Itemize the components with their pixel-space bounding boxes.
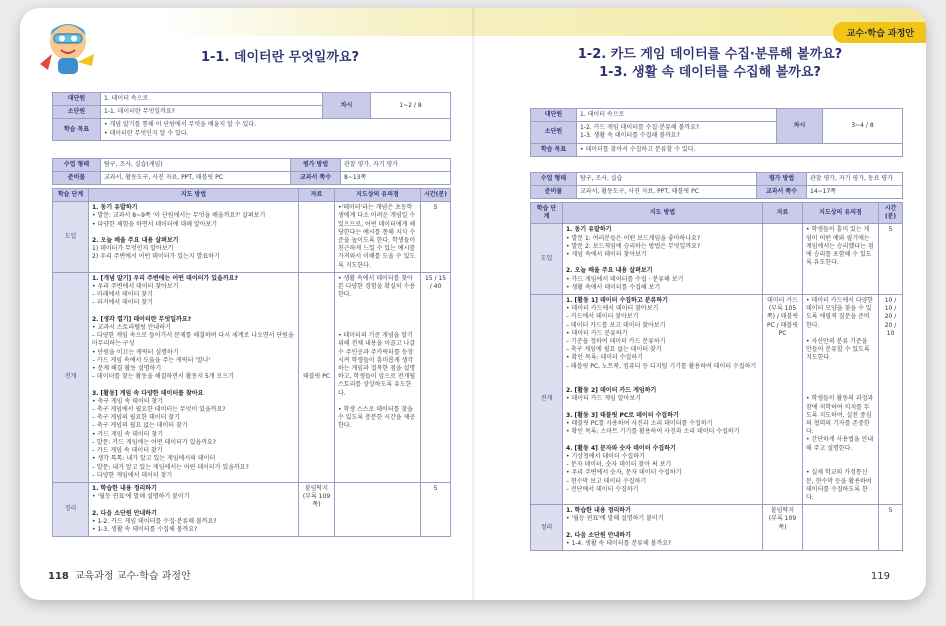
subunit-label: 소단원 (53, 106, 101, 119)
text-line: • 데이터 카드에서 다양한 데이터 모양을 찾을 수 있도록 에필적 질문을 준비한다. (806, 297, 874, 329)
prep-value: 교과서, 활동도구, 사진 자료, PPT, 태블릿 PC (577, 186, 757, 199)
left-lesson-table (52, 188, 451, 537)
book-spine (472, 8, 476, 600)
stage-cell: 정리 (531, 505, 563, 551)
subunit-value: 1-2. 카드 게임 데이터를 수집·분류해 볼까요? 1-3. 생활 속 데이터를 수집해 볼까요? (577, 122, 777, 143)
text-line: – 전단에서 데이터 수집하기 (566, 485, 639, 493)
table-row (53, 202, 451, 273)
text-line: • 데이터 카드 분류하기 (566, 329, 628, 337)
right-info-table (530, 108, 903, 157)
method-cell (563, 295, 763, 505)
text-line: • 데이터 카드에서 데이터 찾아보기 (566, 305, 659, 313)
text-line: 1. [개념 알기] 우리 주변에는 어떤 데이터가 있을까요? (92, 274, 238, 282)
form-value: 탐구, 조사, 실습 (577, 173, 757, 186)
text-line (92, 229, 295, 237)
text-line: • 카드 게임에서 데이터를 수집 · 분류해 보기 (566, 275, 684, 283)
text-line: 2. [생각 열기] 데이터란 무엇일까요? (92, 315, 192, 323)
text-line: • 확인 목록: 스마트 기기를 활용하여 사진과 소리 데이터 수집하기 (566, 428, 740, 436)
subunit-label: 소단원 (531, 122, 577, 143)
material-cell: 태블릿 PC (299, 272, 335, 482)
text-line: • 교과서 스토리텔링 안내하기 (92, 324, 171, 332)
text-line: – 미래에서 데이터 찾기 (92, 291, 153, 299)
material-cell (299, 202, 335, 273)
notes-cell (803, 295, 879, 505)
text-line: 3. [활동] 게임 속 다양한 데이터를 찾아요 (92, 389, 204, 397)
col-stage: 학습 단계 (531, 203, 563, 224)
left-meta-table (52, 158, 451, 185)
text-line (806, 379, 875, 387)
text-line: – 다양한 게임 속으로 들어가서 문제를 해결하며 다시 세계로 나오면서 단원을 마무리하는 구성 (92, 332, 294, 348)
material-cell: 데이터 카드 (부록 105쪽) / 태블릿 PC / 태블릿 PC (763, 295, 803, 505)
text-line: 2) 우리 주변에서 어떤 데이터가 있는지 발표하기 (92, 253, 220, 261)
col-notes: 지도상의 유의점 (803, 203, 879, 224)
text-line: – 축구 게임의 필요한 데이터 찾기 (92, 414, 180, 422)
period-value: 3~4 / 8 (823, 109, 903, 144)
method-cell (89, 482, 299, 536)
text-line: • 게임 속에서 데이터 찾아보기 (566, 251, 647, 259)
unit-value: 1. 데이터 속으로 (577, 109, 777, 122)
col-stage: 학습 단계 (53, 189, 89, 202)
text-line: • 1-4. 생활 속 데이터를 분류해 볼까요? (566, 539, 672, 547)
time-cell: 15 / 15 / 40 (421, 272, 451, 482)
table-row (531, 295, 903, 505)
text-line: – 카드 게임 속 데이터 찾기 (92, 447, 163, 455)
text-line: 4. [활동 4] 문자와 숫자 데이터 수집하기 (566, 444, 676, 452)
text-line (92, 308, 295, 316)
col-method: 지도 방법 (563, 203, 763, 224)
pages-value: 14~17쪽 (807, 186, 903, 199)
text-line: • 확인 목록: 데이터 수집하기 (566, 354, 643, 362)
table-row (53, 272, 451, 482)
notes-cell (803, 224, 879, 295)
text-line: – 카드에서 데이터 찾아보기 (566, 313, 639, 321)
text-line: • 문제 해결 활동 설명하기 (92, 365, 162, 373)
form-label: 수업 형태 (531, 173, 577, 186)
form-label: 수업 형태 (53, 159, 101, 172)
left-page-title: 1-1. 데이터란 무엇일까요? (200, 50, 360, 65)
unit-label: 대단원 (531, 109, 577, 122)
pages-label: 교과서 쪽수 (757, 186, 807, 199)
subunit-value: 1-1. 데이터란 무엇일까요? (101, 106, 323, 119)
section-badge: 교수·학습 과정안 (833, 22, 926, 43)
eval-label: 평가 방법 (757, 173, 807, 186)
prep-label: 준비물 (531, 186, 577, 199)
text-line: – 카드 게임 속에서 도움을 주는 캐릭터 '알나' (92, 356, 211, 364)
right-lesson-table (530, 202, 903, 551)
text-line (92, 381, 295, 389)
text-line: – 발문: 내가 알고 있는 게임에서는 어떤 데이터가 있을까요? (92, 463, 249, 471)
text-line: • 태블릿 PC를 사용하여 사진과 소리 데이터를 수집하기 (566, 420, 713, 428)
text-line (92, 501, 295, 509)
text-line: – 데이터 카드를 보고 데이터 찾아보기 (566, 321, 666, 329)
material-cell (763, 224, 803, 295)
text-line: • 발문 1: 여러분들은 어떤 보드게임을 좋아하나요? (566, 234, 701, 242)
material-cell: 붙임딱지 (부록 109쪽) (299, 482, 335, 536)
prep-value: 교과서, 활동도구, 사진 자료, PPT, 태블릿 PC (101, 172, 291, 185)
notes-cell (803, 505, 879, 551)
notes-cell (335, 202, 421, 273)
text-line: •'데이터'라는 개념은 초등학생에게 다소 어려운 개념일 수 있으므로, 어떤 데이터에게 해당한다는 예시를 통해 지식 수준을 높이도록 한다. 학생들이 친근하게 느낄 수 있는 예시를 가져와서 이해를 도울 수 있도록 지도한다. (338, 204, 416, 269)
period-label: 차시 (323, 93, 371, 119)
right-page-number: 119 (870, 571, 890, 582)
stage-cell: 도입 (53, 202, 89, 273)
table-row (531, 505, 903, 551)
right-meta-table (530, 172, 903, 199)
left-info-table (52, 92, 451, 141)
table-row (53, 482, 451, 536)
text-line: • 생활 속에서 데이터를 찾아본 다양한 경험을 확실히 수용한다. (338, 274, 416, 299)
text-line: • 실제 학교의 가정통신문, 현수막 등을 활용하여 데이터를 수집하도록 한다. (806, 469, 872, 501)
time-cell: 10 / 10 / 20 / 20 / 10 (879, 295, 903, 505)
text-line: – 과거에서 데이터 찾기 (92, 299, 153, 307)
text-line (806, 507, 875, 515)
method-cell (89, 272, 299, 482)
text-line: • 간단하게 사용법을 안내해 주고 설명한다. (806, 436, 874, 452)
mascot-illustration (34, 14, 104, 78)
col-method: 지도 방법 (89, 189, 299, 202)
text-line (338, 398, 417, 406)
text-line: • 1-2. 카드 게임 데이터를 수집·분류해 볼까요? (92, 517, 217, 525)
col-material: 자료 (299, 189, 335, 202)
period-value: 1~2 / 8 (371, 93, 451, 119)
text-line (338, 485, 417, 493)
text-line: • 생각 톡톡: 내가 알고 있는 게임에서의 데이터 (92, 455, 216, 463)
col-time: 시간(분) (879, 203, 903, 224)
text-line: • 우리 주변에서 숫자, 문자 데이터 수집하기 (566, 469, 682, 477)
text-line: • 학생 스스로 데이터를 찾을 수 있도록 충분한 시간을 제공한다. (338, 406, 416, 430)
text-line: – 현수막 보고 데이터 수집하기 (566, 477, 647, 485)
text-line: 1. 학습한 내용 정리하기 (566, 507, 631, 515)
text-line: • '월등 퀸표'에 말해 설명하기 붙이기 (92, 493, 190, 501)
method-cell (89, 202, 299, 273)
period-label: 차시 (777, 109, 823, 144)
left-page-number: 118 교육과정 교수·학습 과정안 (48, 571, 191, 582)
text-line: • 데이터 카드 게임 알아보기 (566, 395, 641, 403)
table-row (531, 224, 903, 295)
eval-label: 평가 방법 (291, 159, 341, 172)
notes-cell (335, 272, 421, 482)
text-line: – 데이터를 찾는 활동을 해결하면서 활동지 5개 모으기 (92, 373, 234, 381)
text-line (566, 404, 759, 412)
text-line (566, 371, 759, 379)
text-line: 2. 다음 소단원 안내하기 (566, 531, 631, 539)
goal-value: • 데이터를 찾아서 수집하고 분류할 수 있다. (577, 143, 903, 156)
text-line (566, 436, 759, 444)
text-line: 1) 데이터가 무엇인지 알아보기 (92, 245, 174, 253)
text-line (806, 371, 875, 379)
top-band (160, 8, 926, 36)
text-line (338, 316, 417, 324)
stage-cell: 도입 (531, 224, 563, 295)
eval-value: 관찰 평가, 자기 평가, 동료 평가 (807, 173, 903, 186)
eval-value: 관찰 평가, 자기 평가 (341, 159, 451, 172)
textbook-spread (20, 8, 926, 600)
text-line: 1. 동기 유발하기 (566, 226, 612, 234)
text-line: – 기준을 정하여 데이터 카드 분류하기 (566, 338, 666, 346)
text-line: – 축구 게임에 필요 없는 데이터 찾기 (566, 346, 662, 354)
time-cell: 5 (421, 202, 451, 273)
method-cell (563, 224, 763, 295)
text-line: • 자신만의 분류 기준을 만들어 분류할 수 있도록 지도한다. (806, 338, 870, 362)
text-line: • 우리 주변에서 데이터 찾아보기 (92, 283, 179, 291)
form-value: 탐구, 조사, 실습(게임) (101, 159, 291, 172)
text-line (806, 363, 875, 371)
text-line: 1. 동기 유발하기 (92, 204, 138, 212)
text-line: • 기상청에서 데이터 수집하기 (566, 452, 645, 460)
text-line: 2. 다음 소단원 안내하기 (92, 509, 157, 517)
goal-label: 학습 목표 (53, 119, 101, 140)
goal-label: 학습 목표 (531, 143, 577, 156)
text-line: 2. 오늘 배울 주요 내용 살펴보기 (566, 267, 653, 275)
text-line: • 단원을 이끄는 캐릭터 설명하기 (92, 348, 179, 356)
text-line: • 생활 속에서 데이터를 수집해 보기 (566, 283, 661, 291)
text-line: • 발문 2: 보드게임에 승리하는 방법은 무엇일까요? (566, 242, 701, 250)
stage-cell: 전개 (53, 272, 89, 482)
col-material: 자료 (763, 203, 803, 224)
text-line: • 학생들이 흥미 있는 게임이 어떤 예와 필기에는 게임에서는 승리했다는 점에 승리를 포함해 수 있도록 유도한다. (806, 226, 874, 267)
pages-label: 교과서 쪽수 (291, 172, 341, 185)
text-line: • '월등 퀸표'에 말해 설명하기 붙이기 (566, 515, 664, 523)
text-line: 2. [활동 2] 데이터 카드 게임하기 (566, 387, 657, 395)
stage-cell: 정리 (53, 482, 89, 536)
text-line: • 학생들이 활동의 과정과 참에 저학하여 익지를 두도록 지도하여, 실천 중심의 협력의 기자를 존중한다. (806, 395, 874, 436)
notes-cell (335, 482, 421, 536)
pages-value: 8~13쪽 (341, 172, 451, 185)
material-cell: 붙임딱지 (부록 109쪽) (763, 505, 803, 551)
text-line (566, 524, 759, 532)
time-cell: 5 (421, 482, 451, 536)
text-line (806, 330, 875, 338)
text-line (338, 299, 417, 307)
text-line: • 카드 게임 속 데이터 찾기 (92, 430, 164, 438)
text-line: – 축구 게임의 필요 없는 데이터 찾기 (92, 422, 188, 430)
text-line: • 발문: 교과서 8~9쪽 '이 단원에서는 무엇을 배울까요?' 살펴보기 (92, 212, 266, 220)
text-line: – 다양한 게임에서 데이터 찾기 (92, 471, 173, 479)
text-line (806, 453, 875, 461)
goal-value: • 개념 알기를 통해 이 단원에서 무엇을 배울지 알 수 있다. • 데이터란 무엇인지 알 수 있다. (101, 119, 451, 140)
right-page-title: 1-2. 카드 게임 데이터를 수집·분류해 볼까요? 1-3. 생활 속 데이터를 수집해 볼까요? (577, 47, 843, 80)
col-notes: 지도상의 유의점 (335, 189, 421, 202)
text-line: • 축구 게임 속 데이터 찾기 (92, 397, 164, 405)
unit-label: 대단원 (53, 93, 101, 106)
method-cell (563, 505, 763, 551)
time-cell: 5 (879, 224, 903, 295)
text-line: 3. [활동 3] 태블릿 PC로 데이터 수집하기 (566, 411, 679, 419)
text-line: – 축구 게임에서 필요한 데이터는 무엇이 있을까요? (92, 406, 226, 414)
text-line: – 문자 데이터, 숫자 데이터 찾아 써 보기 (566, 461, 672, 469)
text-line: – 발문: 카드 게임에는 어떤 데이터가 있을까요? (92, 438, 216, 446)
unit-value: 1. 데이터 속으로 (101, 93, 323, 106)
text-line: 1. 학습한 내용 정리하기 (92, 484, 157, 492)
prep-label: 준비물 (53, 172, 101, 185)
time-cell: 5 (879, 505, 903, 551)
text-line: • 데이터의 기준 개념을 알기 위해 전체 내용을 이끌고 나갈 수 주인공과 주카릭터를 등장시켜 학생들이 흥미롭게 생각하는 게임과 접목한 점을 설명하고, 학생들이 앞으로 전개될 스토리를 상상하도록 유도한다. (338, 332, 416, 397)
col-time: 시간(분) (421, 189, 451, 202)
text-line: 2. 오늘 배울 주요 내용 살펴보기 (92, 237, 179, 245)
text-line: • 1-3. 생활 속 데이터를 수집해 볼까요? (92, 525, 198, 533)
stage-cell: 전개 (531, 295, 563, 505)
text-line (338, 308, 417, 316)
text-line: • 다양한 체험을 하면서 데이터에 대해 알아보기 (92, 220, 218, 228)
text-line: 1. [활동 1] 데이터 수집하고 분류하기 (566, 297, 668, 305)
text-line: – 태블릿 PC, 노트북, 컴퓨터 등 디지털 기기를 활용하여 데이터 수집하기 (566, 362, 757, 370)
